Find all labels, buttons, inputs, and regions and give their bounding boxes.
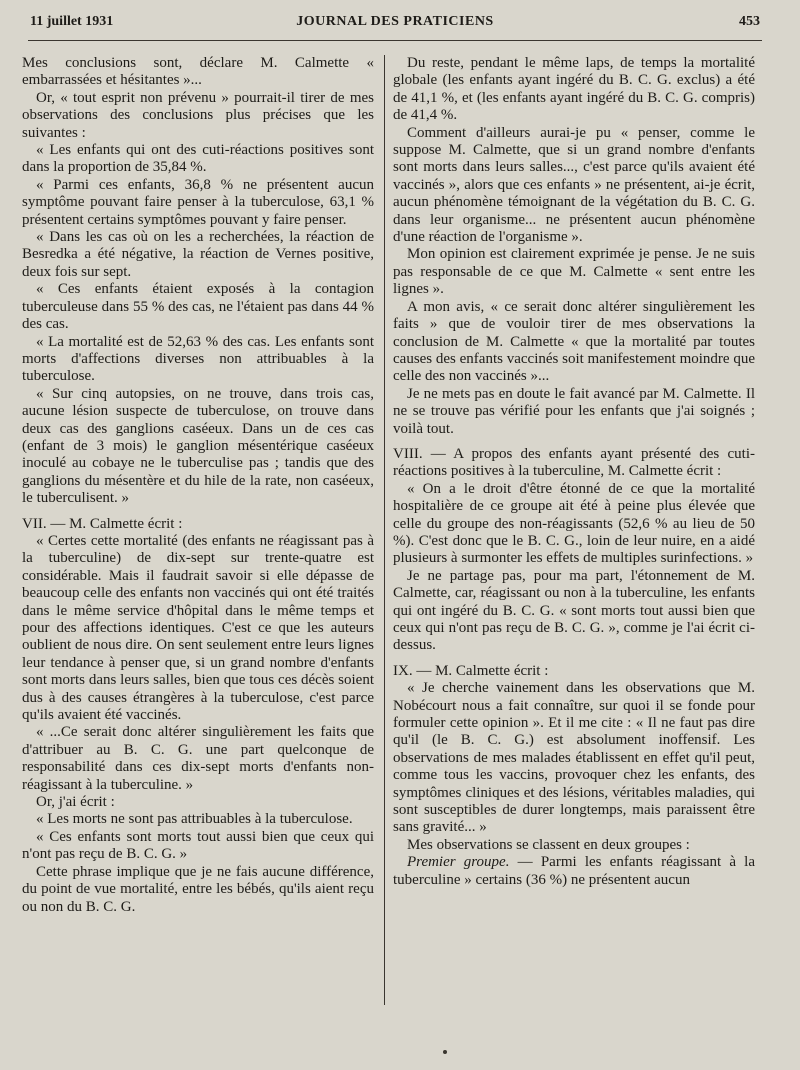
paragraph [22, 533, 374, 724]
paragraph-text: « Sur cinq autopsies, on ne trouve, dans trois cas, aucune lésion suspecte de tuberculose, on trouve dans deux cas des ganglions caséeux. Dans un de ces cas (enfant de 3 mois) le ganglion mésentérique caséeux inoculé au cobaye ne le tuberculise pas ; tandis que des ganglions du mésentère et du hile de la rate, non caséeux, le tuberculisent. » [22, 385, 374, 507]
paragraph [22, 229, 374, 281]
paragraph [393, 55, 755, 125]
paragraph-text: Mon opinion est clairement exprimée je pense. Je ne suis pas responsable de ce que M. Calmette « sent entre les lignes ». [393, 246, 755, 298]
paragraph [393, 299, 755, 386]
section-heading-paragraph [22, 516, 374, 533]
running-header [30, 14, 760, 38]
paragraph-text: — Parmi les enfants réagissant à la tuberculine » certains (36 %) ne présentent aucun [393, 854, 755, 888]
paragraph [22, 794, 374, 811]
paragraph-lead: Premier groupe. [407, 854, 510, 871]
paragraph-text: Je ne mets pas en doute le fait avancé par M. Calmette. Il ne se trouve pas vérifié pour les enfants que j'ai soignés ; voilà tout. [393, 385, 755, 437]
paragraph [22, 864, 374, 916]
paragraph-text: Or, « tout esprit non prévenu » pourrait-il tirer de mes observations des conclusions plus précises que les suivantes : [22, 89, 374, 141]
paragraph-text: « Je cherche vainement dans les observations que M. Nobécourt nous a fait connaître, sur quoi il se fonde pour formuler cette opinion ». Et il me cite : « Il ne faut pas dire qu'il (le B. C. G.) est absolument inoffensif. Les observations de mes malades établissent en effet qu'il peut, comme tous les vaccins, provoquer chez les enfants, des symptômes cliniques et des lésions, véritables maladies, qui sont susceptibles de durer longtemps, mais paraissent être sans gravité... » [393, 680, 755, 836]
header-rule [28, 40, 762, 41]
print-speck [443, 1050, 447, 1054]
paragraph-text: Mes observations se classent en deux groupes : [407, 836, 690, 853]
paragraph [393, 125, 755, 247]
paragraph [393, 680, 755, 837]
paragraph-text: « On a le droit d'être étonné de ce que la mortalité hospitalière de ce groupe ait été à peine plus élevée que celle du groupe des non-réagissants (52,6 % au lieu de 50 %). C'est donc que le B. C. G., loin de leur nuire, en a aidé plusieurs à surmonter les effets de multiples surinfections. » [393, 480, 755, 567]
column-divider [384, 55, 385, 1005]
paragraph-text: « Parmi ces enfants, 36,8 % ne présentent aucun symptôme pouvant faire penser à la tuberculose, 63,1 % présentent certains symptômes pouvant y faire penser. [22, 176, 374, 228]
paragraph [22, 334, 374, 386]
paragraph [22, 724, 374, 794]
paragraph [22, 281, 374, 333]
paragraph [22, 55, 374, 90]
paragraph-text: Mes conclusions sont, déclare M. Calmette « embarrassées et hésitantes »... [22, 55, 374, 89]
paragraph-text: VIII. — A propos des enfants ayant présenté des cuti-réactions positives à la tuberculine, M. Calmette écrit : [393, 445, 755, 480]
paragraph [22, 829, 374, 864]
paragraph-text: « Ces enfants étaient exposés à la contagion tuberculeuse dans 55 % des cas, ne l'étaient pas dans 44 % des cas. [22, 281, 374, 333]
paragraph-text: IX. — M. Calmette écrit : [393, 662, 549, 679]
section-heading-paragraph [393, 663, 755, 680]
section-heading-paragraph [393, 446, 755, 481]
journal-title: JOURNAL DES PRATICIENS [296, 14, 494, 29]
paragraph [22, 90, 374, 142]
paragraph-text: « Les enfants qui ont des cuti-réactions positives sont dans la proportion de 35,84 %. [22, 142, 374, 176]
paragraph-text: Du reste, pendant le même laps, de temps la mortalité globale (les enfants ayant ingéré du B. C. G. exclus) a été de 41,1 %, et (les enfants ayant ingéré du B. C. G. compris) de 41,4 %. [393, 55, 755, 124]
paragraph-text: A mon avis, « ce serait donc altérer singulièrement les faits » que de vouloir tirer de mes observations la conclusion de M. Calmette « que la mortalité par toutes causes des enfants vaccinés soit manifestement moindre que celle des non vaccinés »... [393, 298, 755, 385]
page-number: 453 [739, 14, 760, 29]
paragraph-text: « Les morts ne sont pas attribuables à la tuberculose. [36, 811, 353, 828]
paragraph [393, 837, 755, 854]
paragraph [393, 386, 755, 438]
paragraph [22, 386, 374, 508]
paragraph [393, 481, 755, 568]
paragraph [22, 177, 374, 229]
right-column [393, 55, 755, 1058]
paragraph-text: « Dans les cas où on les a recherchées, la réaction de Besredka a été négative, la réaction de Vernes positive, deux fois sur sept. [22, 229, 374, 280]
paragraph-text: « La mortalité est de 52,63 % des cas. Les enfants sont morts d'affections diverses non attribuables à la tuberculose. [22, 333, 374, 385]
paragraph-text: « Certes cette mortalité (des enfants ne réagissant pas à la tuberculine) de dix-sept sur trente-quatre est considérable. Mais il faudrait savoir si elle dépasse de beaucoup celle des enfants non vaccinés qui ont été traités dans le même service d'hôpital dans le même temps et pour des affections identiques. C'est ce que les auteurs oublient de nous dire. On sent seulement entre leurs lignes leur tendance à penser que, si un grand nombre d'enfants sont morts dans leurs salles, bien que tous ces décès soient dus à des causes étrangères à la tuberculose, c'est parce qu'ils avaient été vaccinés. [22, 532, 374, 724]
paragraph-text: VII. — M. Calmette écrit : [22, 515, 183, 532]
paragraph-text: Or, j'ai écrit : [36, 794, 115, 811]
paragraph-text: Je ne partage pas, pour ma part, l'étonnement de M. Calmette, car, réagissant ou non à la tuberculine, les enfants qui ont ingéré du B. C. G. « sont morts tout aussi bien que ceux qui n'ont pas reçu de B. C. G. », comme je l'ai écrit ci-dessus. [393, 567, 755, 654]
paragraph-text: Comment d'ailleurs aurai-je pu « penser, comme le suppose M. Calmette, que si un grand nombre d'enfants sont morts dans leurs salles..., c'est parce qu'ils avaient été vaccinés », alors que ces enfants » ne présentent, ai-je écrit, aucun phénomène témoignant de la végétation du B. C. G. dans leur organisme... ne présentent aucun phénomène d'une réaction de l'organisme ». [393, 124, 755, 246]
paragraph-text: « ...Ce serait donc altérer singulièrement les faits que d'attribuer au B. C. G. une part quelconque de responsabilité dans ces dix-sept morts d'enfants non-réagissant à la tuberculine. » [22, 724, 374, 793]
paragraph-text: « Ces enfants sont morts tout aussi bien que ceux qui n'ont pas reçu de B. C. G. » [22, 828, 374, 863]
paragraph [393, 854, 755, 889]
paragraph-text: Cette phrase implique que je ne fais aucune différence, du point de vue mortalité, entre les bébés, qu'ils aient reçu ou non du B. C. G. [22, 863, 374, 915]
paragraph [22, 142, 374, 177]
paragraph [393, 246, 755, 298]
paragraph [22, 811, 374, 828]
left-column [22, 55, 374, 1058]
header-date: 11 juillet 1931 [30, 14, 114, 29]
paragraph [393, 568, 755, 655]
